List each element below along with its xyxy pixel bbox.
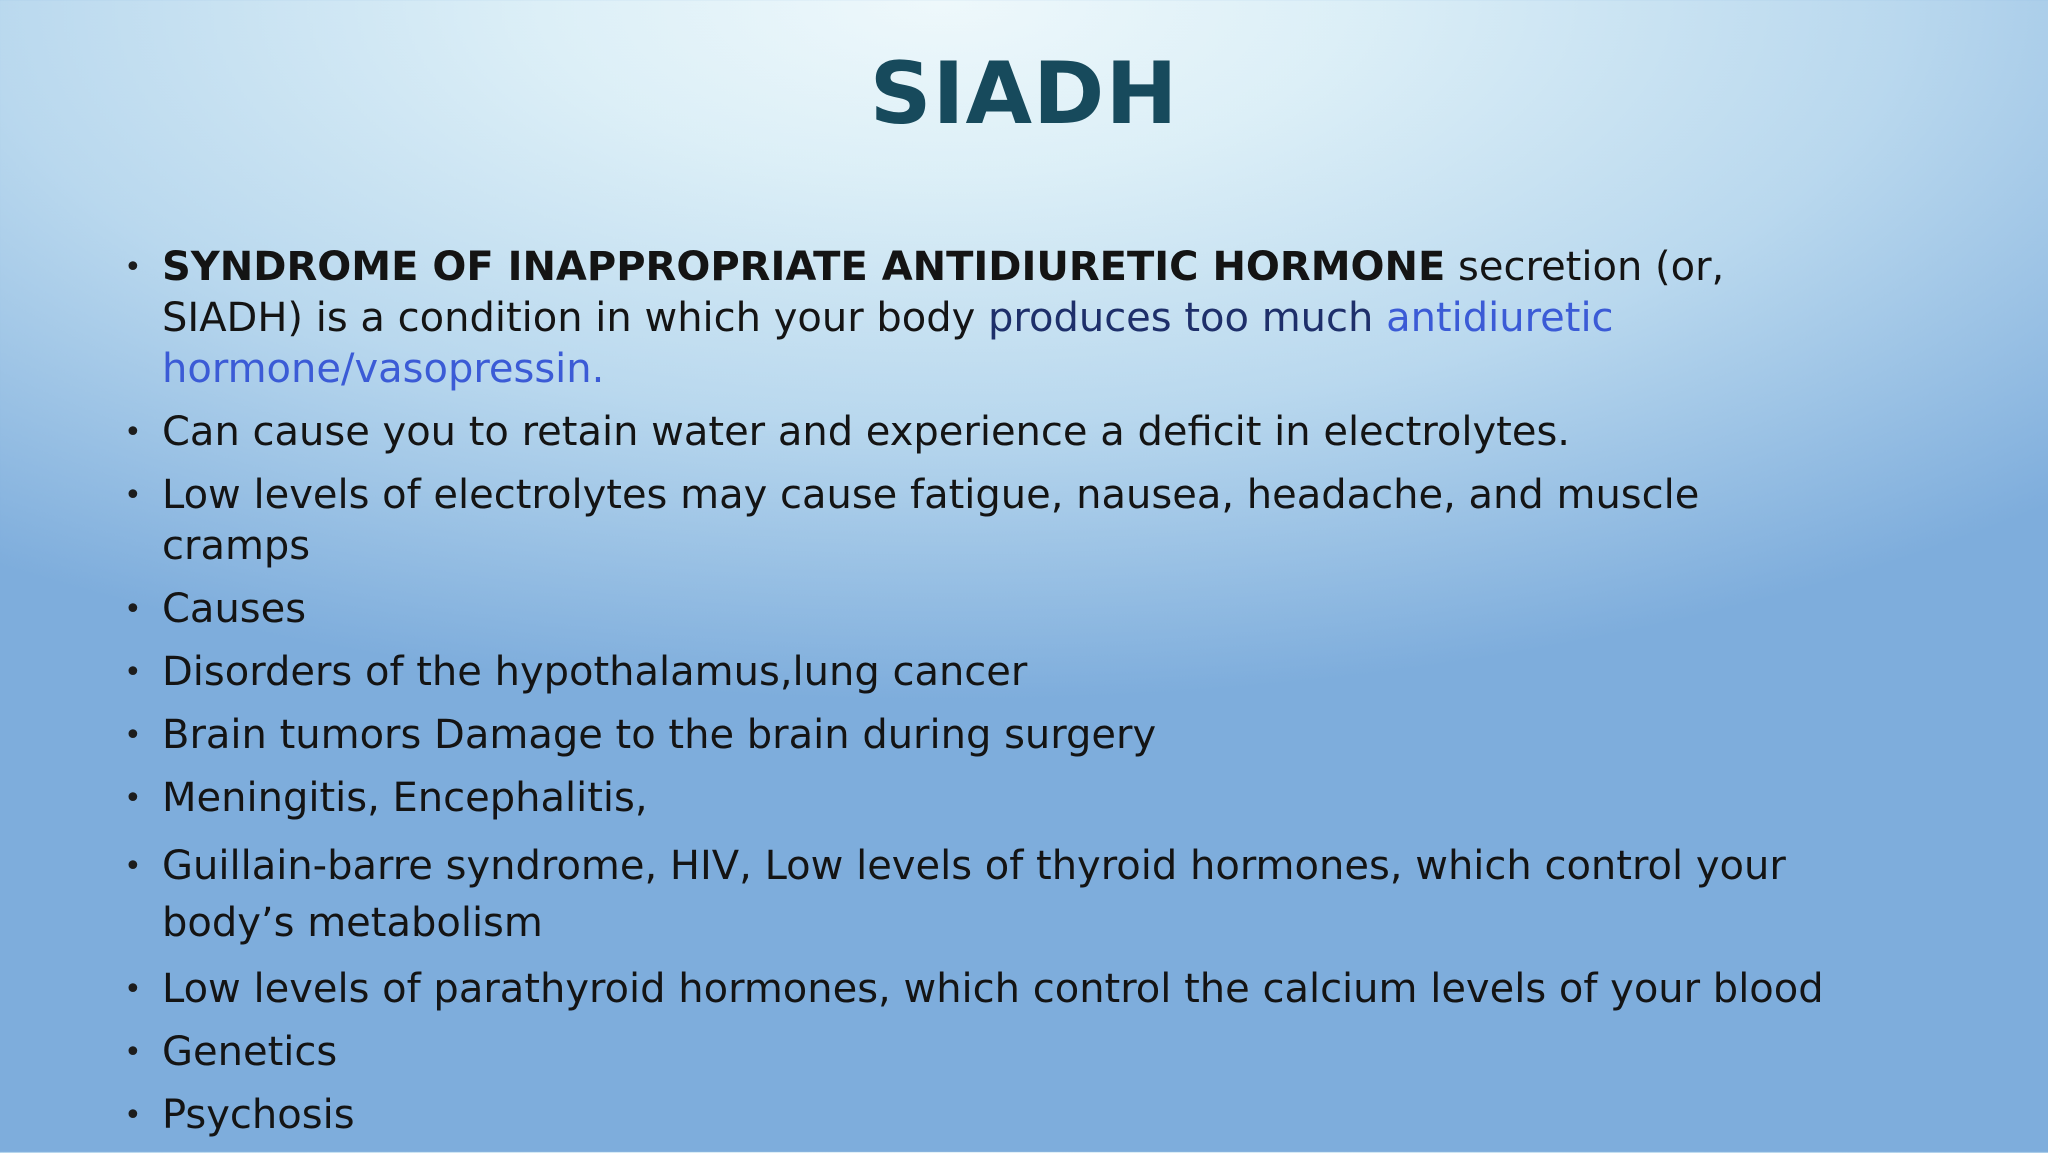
hormone-link[interactable]: antidiuretic hormone/vasopressin.: [162, 295, 1614, 392]
list-item: • Causes: [162, 584, 1842, 635]
list-item: • Guillain-barre syndrome, HIV, Low levels of thyroid hormones, which control your body’s metabolism: [162, 838, 1842, 952]
definition-emphasis: produces too much: [988, 295, 1387, 341]
list-item: • Psychosis: [162, 1090, 1842, 1141]
definition-text: secretion (or, SIADH) is a condition in which your body: [162, 244, 1725, 341]
term-bold: SYNDROME OF INAPPROPRIATE ANTIDIURETIC HORMONE: [162, 244, 1446, 290]
slide-title: SIADH: [869, 44, 1179, 144]
list-item: • Low levels of parathyroid hormones, which control the calcium levels of your blood: [162, 964, 1842, 1015]
list-item: • Meningitis, Encephalitis,: [162, 773, 1842, 824]
list-item: • Brain tumors Damage to the brain during surgery: [162, 710, 1842, 761]
bullet-list: [162, 242, 1842, 1153]
list-item: • Disorders of the hypothalamus,lung cancer: [162, 647, 1842, 698]
list-item: • Genetics: [162, 1027, 1842, 1078]
list-item: • Can cause you to retain water and experience a deficit in electrolytes.: [162, 407, 1842, 458]
list-item: • Low levels of electrolytes may cause fatigue, nausea, headache, and muscle cramps: [162, 470, 1842, 572]
list-item-definition: [162, 242, 1842, 395]
